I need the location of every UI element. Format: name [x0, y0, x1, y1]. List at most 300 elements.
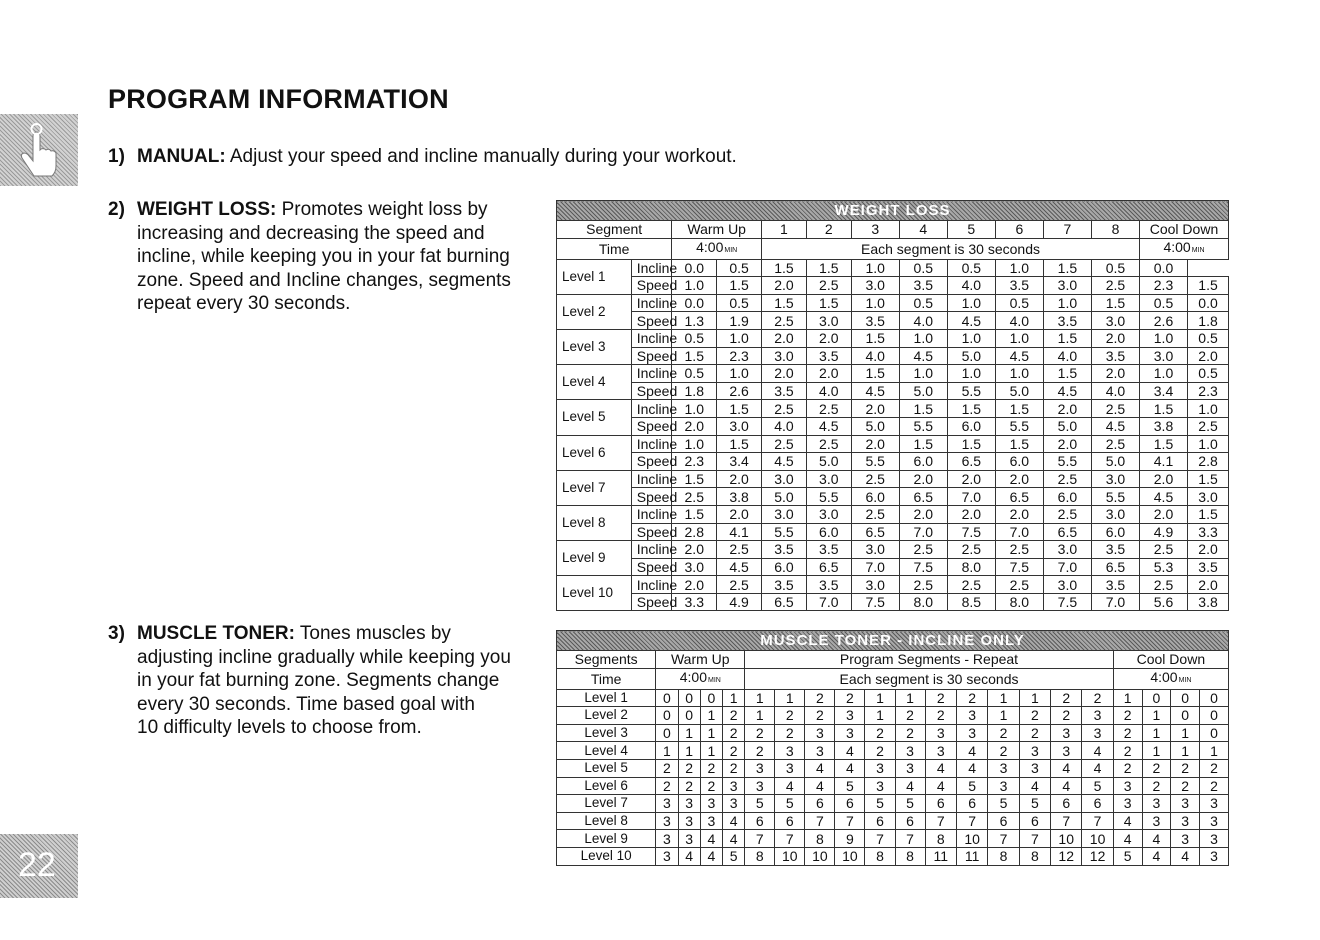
incline-value: 5	[895, 795, 925, 813]
incline-value: 6	[1082, 795, 1113, 813]
speed-value: 7.5	[947, 523, 995, 541]
level-label: Level 3	[557, 329, 632, 364]
speed-value: 8.5	[947, 593, 995, 611]
column-header: Warm Up	[672, 221, 762, 239]
incline-value: 3.0	[1043, 576, 1091, 594]
speed-value: 4.5	[995, 347, 1043, 365]
table-header-row	[557, 221, 1229, 239]
row-type-label: Incline	[631, 400, 672, 418]
incline-value: 1.5	[672, 470, 717, 488]
speed-value: 1.5	[717, 277, 762, 295]
column-header: Segment	[557, 221, 672, 239]
table-row	[557, 400, 1229, 418]
hand-touch-icon	[14, 122, 64, 178]
incline-value: 0.5	[899, 294, 947, 312]
table-row	[557, 312, 1229, 330]
speed-value: 7.5	[851, 593, 899, 611]
column-header: Cool Down	[1139, 221, 1228, 239]
speed-value: 5.0	[1091, 453, 1139, 471]
incline-value: 4	[956, 742, 987, 760]
incline-value: 0	[656, 707, 678, 725]
speed-value: 6.5	[995, 488, 1043, 506]
incline-value: 3.0	[851, 576, 899, 594]
speed-value: 6.0	[899, 453, 947, 471]
incline-value: 2	[1019, 724, 1050, 742]
incline-value: 2	[805, 707, 835, 725]
speed-value: 2.5	[762, 312, 807, 330]
item-number: 2)	[108, 199, 125, 220]
speed-value: 6.0	[947, 417, 995, 435]
incline-value: 1.5	[899, 400, 947, 418]
incline-value: 2	[1082, 689, 1113, 707]
row-type-label: Incline	[631, 576, 672, 594]
incline-value: 0	[656, 724, 678, 742]
speed-value: 4.0	[806, 382, 851, 400]
incline-value: 6	[895, 812, 925, 830]
speed-value: 3.0	[1139, 347, 1187, 365]
incline-value: 3	[745, 759, 775, 777]
speed-value: 5.5	[899, 417, 947, 435]
level-label: Level 2	[557, 294, 632, 329]
incline-value: 3	[895, 759, 925, 777]
incline-value: 3	[865, 777, 895, 795]
row-type-label: Speed	[631, 312, 672, 330]
speed-value: 4.5	[851, 382, 899, 400]
column-header: 2	[806, 221, 851, 239]
incline-value: 1.0	[995, 259, 1043, 277]
incline-value: 1.5	[947, 400, 995, 418]
speed-value: 4.5	[1091, 417, 1139, 435]
incline-value: 3	[1171, 812, 1200, 830]
incline-value: 3	[1142, 795, 1171, 813]
incline-value: 1.0	[947, 329, 995, 347]
speed-value: 1.8	[672, 382, 717, 400]
incline-value: 7	[895, 830, 925, 848]
row-type-label: Speed	[631, 488, 672, 506]
incline-value: 1	[1200, 742, 1229, 760]
incline-value: 1.0	[1139, 329, 1187, 347]
incline-value: 2.0	[1091, 329, 1139, 347]
incline-value: 2.5	[851, 470, 899, 488]
speed-value: 4.5	[717, 558, 762, 576]
incline-value: 2.5	[1091, 435, 1139, 453]
row-type-label: Speed	[631, 347, 672, 365]
incline-value: 2	[1113, 759, 1142, 777]
table-row	[557, 523, 1229, 541]
incline-value: 0.5	[899, 259, 947, 277]
incline-value: 10	[956, 830, 987, 848]
incline-value: 3	[1019, 742, 1050, 760]
speed-value: 3.0	[806, 312, 851, 330]
incline-value: 10	[835, 847, 865, 865]
column-header: 1	[762, 221, 807, 239]
speed-value: 2.3	[1188, 382, 1229, 400]
incline-value: 4	[925, 759, 956, 777]
incline-value: 3	[1171, 830, 1200, 848]
incline-value: 2	[678, 777, 700, 795]
speed-value: 3.5	[806, 347, 851, 365]
incline-value: 2	[925, 707, 956, 725]
table-title: WEIGHT LOSS	[557, 201, 1229, 221]
incline-value: 4	[925, 777, 956, 795]
incline-value: 2	[1019, 707, 1050, 725]
speed-value: 2.3	[672, 453, 717, 471]
speed-value: 1.3	[672, 312, 717, 330]
incline-value: 8	[895, 847, 925, 865]
incline-value: 3	[805, 724, 835, 742]
incline-value: 5	[1113, 847, 1142, 865]
column-header: Cool Down	[1113, 651, 1228, 669]
incline-value: 10	[1051, 830, 1082, 848]
incline-value: 7	[835, 812, 865, 830]
item-number: 1)	[108, 146, 125, 167]
incline-value: 6	[956, 795, 987, 813]
row-type-label: Speed	[631, 523, 672, 541]
speed-value: 5.0	[995, 382, 1043, 400]
weight-loss-table	[556, 200, 1229, 611]
incline-value: 3	[956, 724, 987, 742]
speed-value: 6.5	[762, 593, 807, 611]
speed-value: 5.5	[806, 488, 851, 506]
incline-value: 0	[1200, 724, 1229, 742]
incline-value: 2	[925, 689, 956, 707]
incline-value: 2	[775, 724, 805, 742]
item-heading: MANUAL:	[137, 146, 226, 167]
incline-value: 1.0	[899, 329, 947, 347]
incline-value: 3.0	[762, 505, 807, 523]
incline-value: 3	[700, 795, 722, 813]
incline-value: 5	[723, 847, 745, 865]
incline-value: 1.0	[717, 329, 762, 347]
incline-value: 7	[956, 812, 987, 830]
min-unit: MIN	[707, 676, 721, 684]
incline-value: 2.0	[1091, 365, 1139, 383]
min-unit: MIN	[724, 246, 738, 254]
column-header: 5	[947, 221, 995, 239]
item-number: 3)	[108, 623, 125, 644]
incline-value: 1.5	[1043, 329, 1091, 347]
speed-value: 7.0	[995, 523, 1043, 541]
speed-value: 3.0	[1188, 488, 1229, 506]
incline-value: 3	[835, 707, 865, 725]
row-type-label: Incline	[631, 294, 672, 312]
incline-value: 3	[865, 759, 895, 777]
speed-value: 5.0	[806, 453, 851, 471]
level-label: Level 4	[557, 742, 656, 760]
table-row	[557, 541, 1229, 559]
level-label: Level 6	[557, 435, 632, 470]
incline-value: 8	[745, 847, 775, 865]
incline-value: 3	[805, 742, 835, 760]
incline-value: 3	[1200, 795, 1229, 813]
column-header: Segments	[557, 651, 656, 669]
incline-value: 1.5	[806, 294, 851, 312]
speed-value: 3.4	[1139, 382, 1187, 400]
incline-value: 2.0	[1043, 400, 1091, 418]
incline-value: 2.0	[806, 365, 851, 383]
incline-value: 0.5	[947, 259, 995, 277]
speed-value: 5.3	[1139, 558, 1187, 576]
incline-value: 8	[865, 847, 895, 865]
incline-value: 2.5	[947, 541, 995, 559]
incline-value: 4	[805, 777, 835, 795]
level-label: Level 8	[557, 812, 656, 830]
incline-value: 2	[865, 742, 895, 760]
incline-value: 3	[678, 795, 700, 813]
speed-value: 4.1	[717, 523, 762, 541]
speed-value: 4.9	[717, 593, 762, 611]
incline-value: 3	[678, 812, 700, 830]
speed-value: 6.5	[1091, 558, 1139, 576]
incline-value: 1	[775, 689, 805, 707]
level-label: Level 8	[557, 505, 632, 540]
incline-value: 2	[835, 689, 865, 707]
incline-value: 7	[988, 830, 1019, 848]
incline-value: 1.5	[851, 329, 899, 347]
segment-duration: Each segment is 30 seconds	[762, 238, 1140, 259]
row-header: Time	[557, 668, 656, 689]
item-text-line: increasing and decreasing the speed and	[137, 222, 485, 244]
incline-value: 6	[775, 812, 805, 830]
incline-value: 7	[865, 830, 895, 848]
incline-value: 1.0	[995, 365, 1043, 383]
speed-value: 5.0	[1043, 417, 1091, 435]
page-number-tab	[0, 834, 78, 898]
incline-value: 4	[835, 759, 865, 777]
incline-value: 1.5	[1139, 435, 1187, 453]
speed-value: 3.5	[995, 277, 1043, 295]
row-type-label: Speed	[631, 453, 672, 471]
incline-value: 3	[1113, 795, 1142, 813]
speed-value: 5.0	[947, 347, 995, 365]
level-label: Level 9	[557, 541, 632, 576]
incline-value: 3	[1200, 830, 1229, 848]
speed-value: 3.5	[762, 382, 807, 400]
incline-value: 4	[700, 847, 722, 865]
table-header-row	[557, 651, 1229, 669]
level-label: Level 4	[557, 365, 632, 400]
item-text-line: adjusting incline gradually while keeping you	[137, 646, 511, 668]
row-type-label: Speed	[631, 277, 672, 295]
incline-value: 2	[805, 689, 835, 707]
incline-value: 2.0	[762, 365, 807, 383]
incline-value: 3	[656, 812, 678, 830]
incline-value: 1	[1142, 742, 1171, 760]
speed-value: 3.5	[899, 277, 947, 295]
incline-value: 0	[1200, 689, 1229, 707]
speed-value: 3.0	[1091, 312, 1139, 330]
incline-value: 0.5	[1139, 294, 1187, 312]
incline-value: 1	[723, 689, 745, 707]
incline-value: 2	[723, 742, 745, 760]
incline-value: 0	[678, 689, 700, 707]
incline-value: 4	[775, 777, 805, 795]
row-type-label: Incline	[631, 470, 672, 488]
incline-value: 2.5	[1043, 470, 1091, 488]
incline-value: 7	[1082, 812, 1113, 830]
speed-value: 5.0	[762, 488, 807, 506]
level-label: Level 7	[557, 795, 656, 813]
incline-value: 2.0	[851, 435, 899, 453]
row-header: Time	[557, 238, 672, 259]
incline-value: 1	[988, 689, 1019, 707]
item-text-line: MUSCLE TONER: Tones muscles by	[137, 623, 451, 644]
incline-value: 2.0	[1139, 505, 1187, 523]
table-row	[557, 707, 1229, 725]
incline-value: 2.5	[762, 435, 807, 453]
incline-value: 2	[865, 724, 895, 742]
incline-value: 0.5	[672, 329, 717, 347]
incline-value: 1	[656, 742, 678, 760]
incline-value: 1.0	[1139, 365, 1187, 383]
speed-value: 4.9	[1139, 523, 1187, 541]
incline-value: 4	[1019, 777, 1050, 795]
speed-value: 6.5	[851, 523, 899, 541]
incline-value: 5	[745, 795, 775, 813]
incline-value: 0.5	[1091, 259, 1139, 277]
incline-value: 1	[1142, 707, 1171, 725]
speed-value: 4.5	[1043, 382, 1091, 400]
incline-value: 11	[956, 847, 987, 865]
incline-value: 0.5	[995, 294, 1043, 312]
speed-value: 2.3	[717, 347, 762, 365]
row-type-label: Incline	[631, 365, 672, 383]
level-label: Level 10	[557, 847, 656, 865]
incline-value: 2	[1113, 742, 1142, 760]
incline-value: 0	[1142, 689, 1171, 707]
incline-value: 4	[700, 830, 722, 848]
incline-value: 2.0	[1188, 576, 1229, 594]
incline-value: 0	[1171, 689, 1200, 707]
row-type-label: Incline	[631, 505, 672, 523]
incline-value: 2.5	[851, 505, 899, 523]
incline-value: 2	[775, 707, 805, 725]
speed-value: 7.0	[851, 558, 899, 576]
table-row	[557, 689, 1229, 707]
incline-value: 1.5	[762, 294, 807, 312]
incline-value: 3	[835, 724, 865, 742]
incline-value: 3	[656, 847, 678, 865]
speed-value: 6.5	[1043, 523, 1091, 541]
incline-value: 2	[678, 759, 700, 777]
incline-value: 2	[988, 724, 1019, 742]
level-label: Level 5	[557, 400, 632, 435]
incline-value: 2.0	[995, 470, 1043, 488]
incline-value: 2	[895, 707, 925, 725]
speed-value: 7.5	[899, 558, 947, 576]
speed-value: 3.3	[672, 593, 717, 611]
speed-value: 3.5	[1188, 558, 1229, 576]
incline-value: 2	[656, 777, 678, 795]
level-label: Level 1	[557, 259, 632, 294]
incline-value: 3.5	[1091, 576, 1139, 594]
table-row	[557, 294, 1229, 312]
incline-value: 3	[1082, 724, 1113, 742]
incline-value: 6	[988, 812, 1019, 830]
incline-value: 2.5	[717, 541, 762, 559]
speed-value: 2.5	[806, 277, 851, 295]
incline-value: 2	[1113, 707, 1142, 725]
speed-value: 2.8	[672, 523, 717, 541]
incline-value: 2	[988, 742, 1019, 760]
incline-value: 1.5	[806, 259, 851, 277]
speed-value: 5.5	[762, 523, 807, 541]
incline-value: 2.5	[899, 576, 947, 594]
incline-value: 4	[1113, 830, 1142, 848]
incline-value: 2	[1051, 689, 1082, 707]
speed-value: 3.0	[672, 558, 717, 576]
column-header: 7	[1043, 221, 1091, 239]
table-row	[557, 576, 1229, 594]
incline-value: 3.5	[1091, 541, 1139, 559]
incline-value: 2	[1171, 777, 1200, 795]
incline-value: 3	[1082, 707, 1113, 725]
level-label: Level 3	[557, 724, 656, 742]
incline-value: 3.0	[806, 505, 851, 523]
incline-value: 0	[1171, 707, 1200, 725]
incline-value: 2.0	[717, 470, 762, 488]
table-row	[557, 742, 1229, 760]
speed-value: 3.5	[1091, 347, 1139, 365]
row-type-label: Speed	[631, 417, 672, 435]
incline-value: 1.5	[672, 505, 717, 523]
speed-value: 8.0	[995, 593, 1043, 611]
incline-value: 3	[678, 830, 700, 848]
incline-value: 1.5	[851, 365, 899, 383]
incline-value: 5	[956, 777, 987, 795]
incline-value: 1.5	[1043, 259, 1091, 277]
incline-value: 2.5	[947, 576, 995, 594]
speed-value: 7.0	[947, 488, 995, 506]
time-row	[557, 238, 1229, 259]
incline-value: 1	[745, 689, 775, 707]
incline-value: 3.5	[762, 576, 807, 594]
level-label: Level 10	[557, 576, 632, 611]
incline-value: 1	[1142, 724, 1171, 742]
incline-value: 2.5	[1139, 541, 1187, 559]
speed-value: 6.0	[1091, 523, 1139, 541]
item-text-line: in your fat burning zone. Segments change	[137, 670, 500, 691]
incline-value: 7	[1051, 812, 1082, 830]
incline-value: 2	[956, 689, 987, 707]
muscle-toner-table	[556, 630, 1229, 866]
incline-value: 4	[723, 830, 745, 848]
incline-value: 6	[1019, 812, 1050, 830]
incline-value: 2	[1171, 759, 1200, 777]
speed-value: 1.5	[1188, 277, 1229, 295]
incline-value: 3.5	[762, 541, 807, 559]
speed-value: 3.8	[1139, 417, 1187, 435]
speed-value: 4.5	[899, 347, 947, 365]
speed-value: 2.0	[1188, 347, 1229, 365]
incline-value: 6	[1051, 795, 1082, 813]
incline-value: 8	[988, 847, 1019, 865]
incline-value: 6	[865, 812, 895, 830]
incline-value: 2	[723, 724, 745, 742]
table-row	[557, 347, 1229, 365]
speed-value: 3.4	[717, 453, 762, 471]
incline-value: 7	[1019, 830, 1050, 848]
incline-value: 1.0	[947, 365, 995, 383]
incline-value: 1	[988, 707, 1019, 725]
incline-value: 2	[1113, 724, 1142, 742]
incline-value: 3.0	[762, 470, 807, 488]
incline-value: 1	[700, 742, 722, 760]
incline-value: 2.5	[717, 576, 762, 594]
speed-value: 3.0	[851, 277, 899, 295]
incline-value: 2	[745, 724, 775, 742]
table-title-row	[557, 201, 1229, 221]
